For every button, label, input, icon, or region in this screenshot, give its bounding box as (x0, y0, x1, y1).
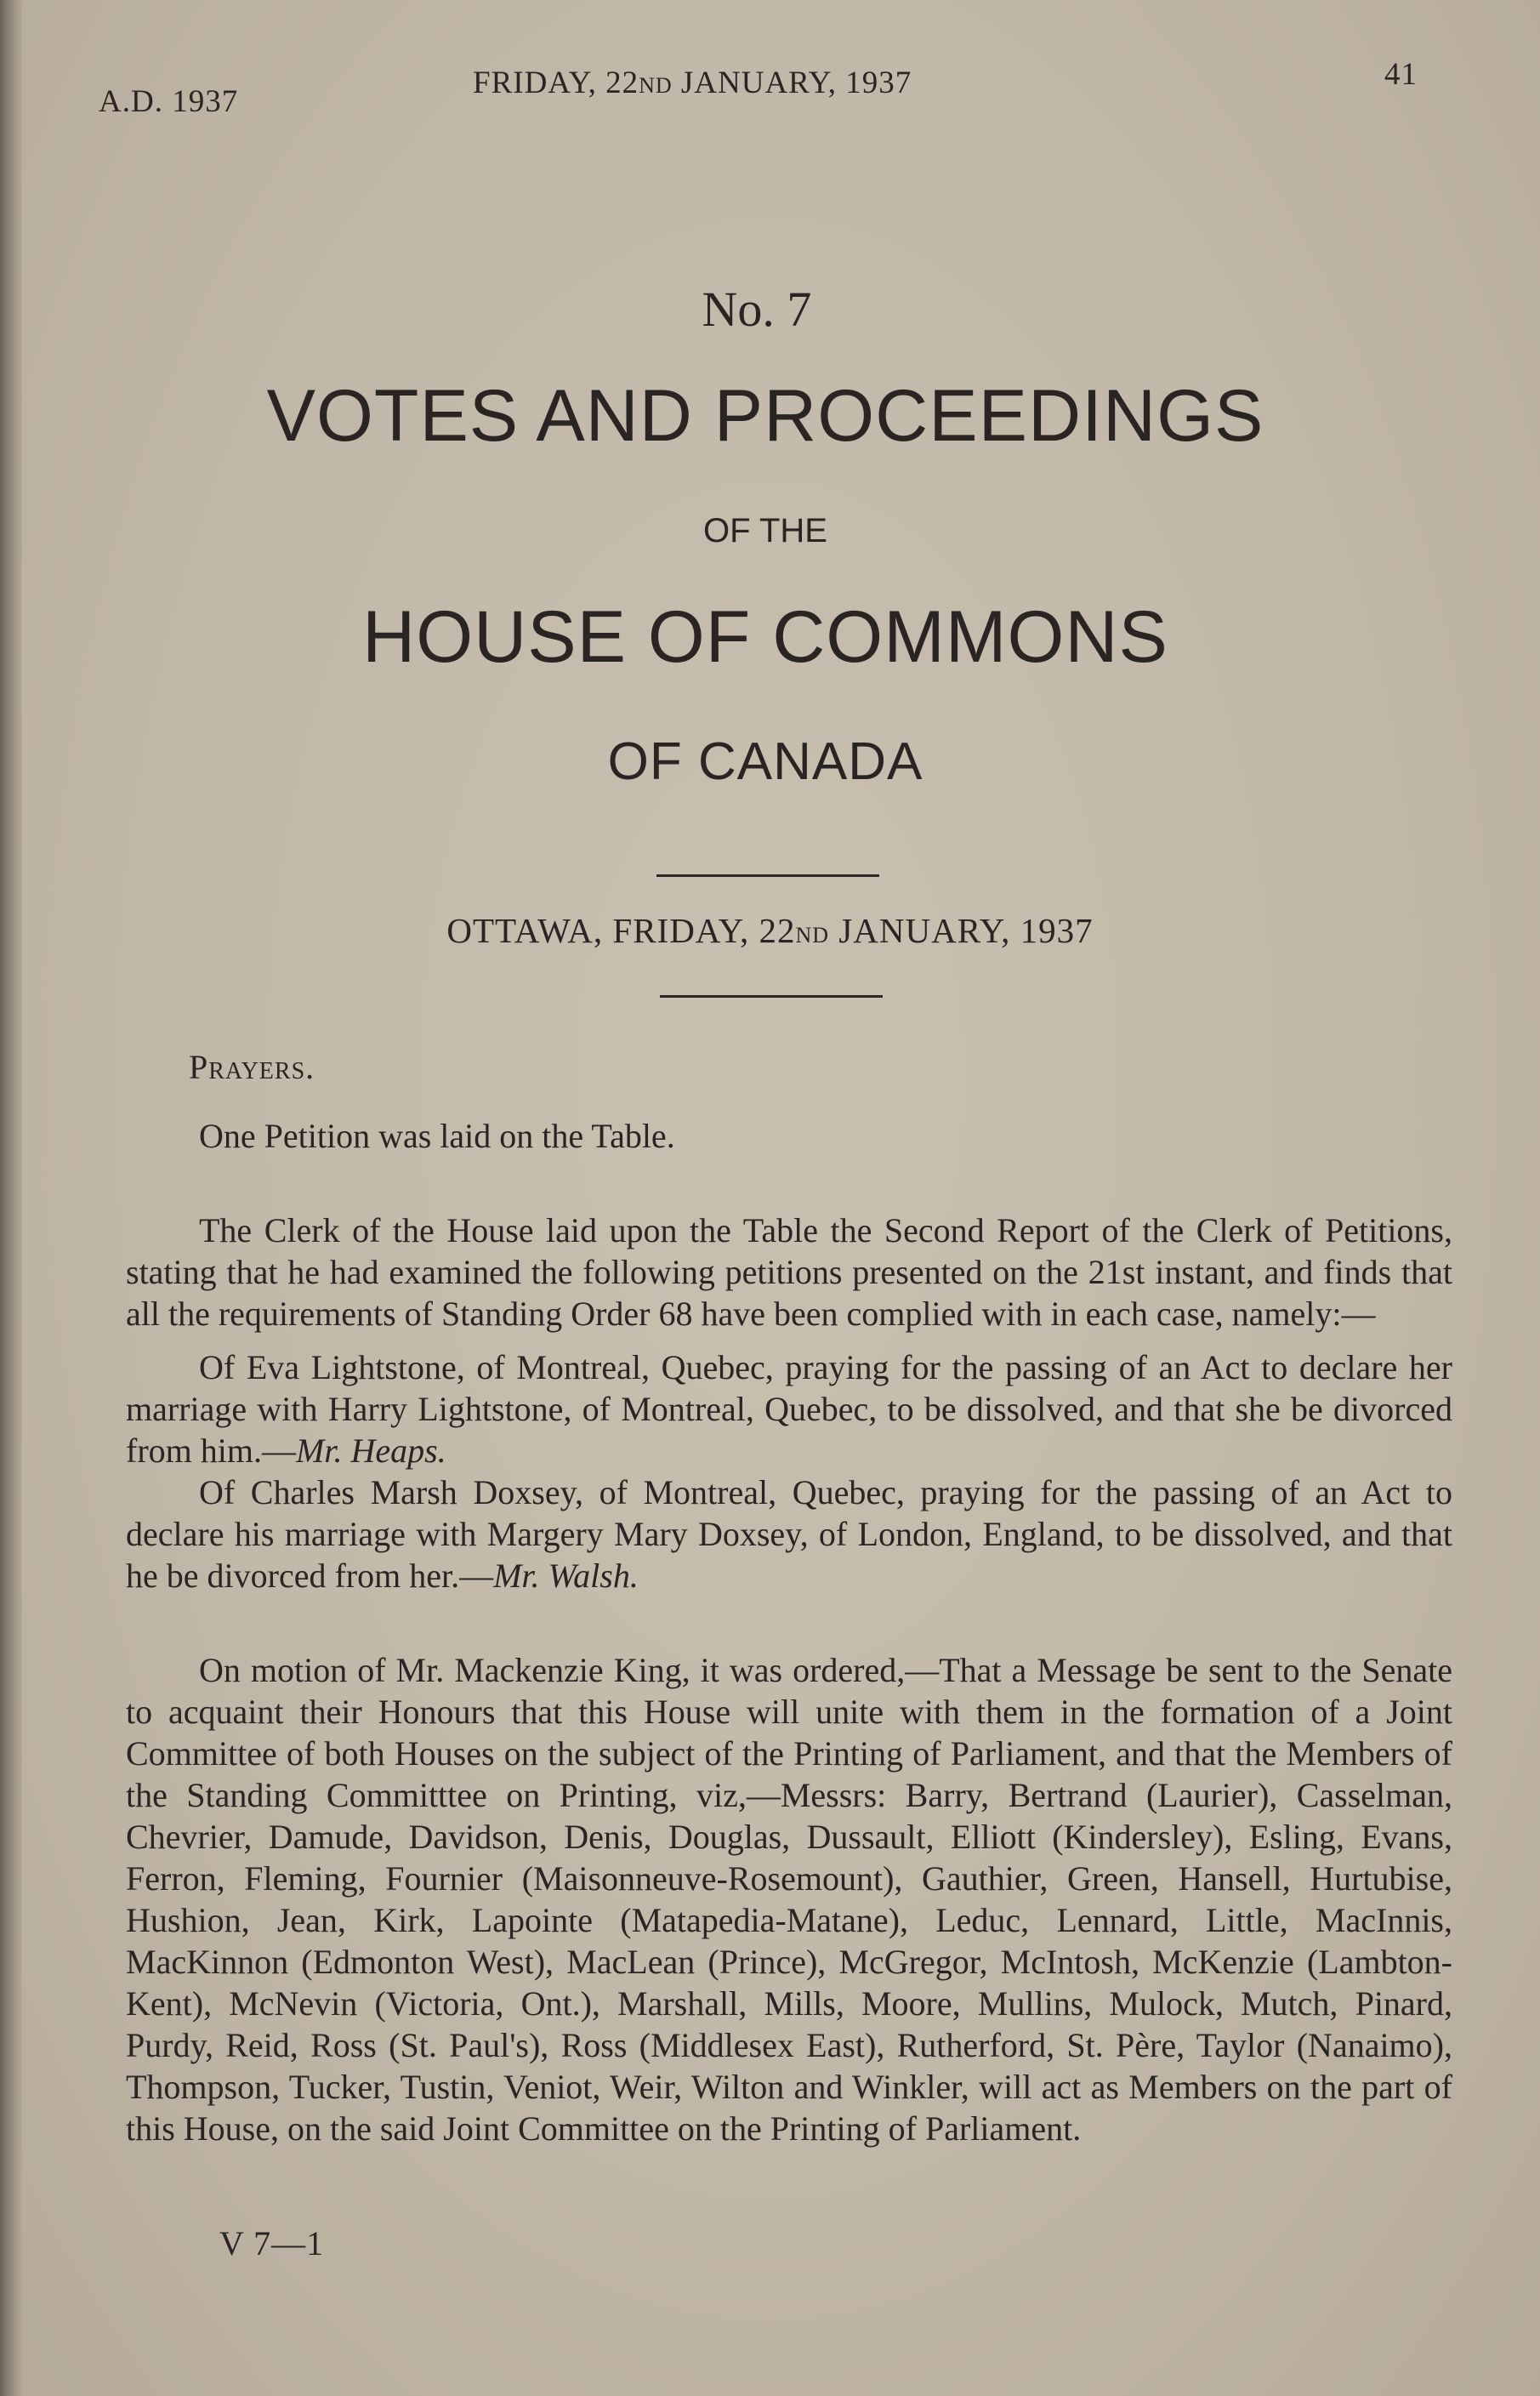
motion-paragraph: On motion of Mr. Mackenzie King, it was ordered,—That a Message be sent to the Senate to acquaint their Honours that this House will unite with them in the formation of a Joint Committee of both Houses on the subject of the Printing of Parliament, and that the Members of the Standing Committtee on Printing, viz,—Messrs: Barry, Bertrand (Laurier), Casselman, Chevrier, Damude, Davidson, Denis, Douglas, Dussault, Elliott (Kindersley), Esling, Evans, Ferron, Fleming, Fournier (Maisonneuve-Rosemount), Gauthier, Green, Hansell, Hurtubise, Hushion, Jean, Kirk, Lapointe (Matapedia-Matane), Leduc, Lennard, Little, MacInnis, MacKinnon (Edmonton West), MacLean (Prince), McGregor, McIntosh, McKenzie (Lambton-Kent), McNevin (Victoria, Ont.), Marshall, Mills, Moore, Mullins, Mulock, Mutch, Pinard, Purdy, Reid, Ross (St. Paul's), Ross (Middlesex East), Rutherford, St. Père, Taylor (Nanaimo), Thompson, Tucker, Tustin, Veniot, Weir, Wilton and Winkler, will act as Members on the part of this House, on the said Joint Committee on the Printing of Parliament. (126, 1651, 1452, 2148)
book-binding-edge (0, 0, 22, 2396)
petition-1-member: Mr. Heaps. (295, 1431, 446, 1470)
title-house-of-commons: HOUSE OF COMMONS (362, 596, 1168, 678)
title-votes-and-proceedings: VOTES AND PROCEEDINGS (266, 375, 1264, 457)
header-date-ordinal: ND (639, 73, 673, 98)
page-number: 41 (1384, 57, 1418, 92)
petition-paragraph-2 (126, 1471, 1452, 1596)
dateline-pre: OTTAWA, FRIDAY, 22 (446, 911, 796, 950)
petition-paragraph-1 (126, 1346, 1452, 1471)
header-year: A.D. 1937 (99, 84, 239, 119)
petition-1-text: Of Eva Lightstone, of Montreal, Quebec, praying for the passing of an Act to declare her marriage with Harry Lightstone, of Montreal, Quebec, to be dissolved, and that she be divorced from him.— (126, 1348, 1452, 1470)
issue-number: No. 7 (702, 282, 812, 337)
prayers-heading: Prayers. (189, 1048, 315, 1086)
running-header (0, 53, 1540, 121)
header-date (473, 65, 912, 101)
dateline-post: JANUARY, 1937 (829, 911, 1094, 950)
signature-mark: V 7—1 (219, 2224, 325, 2262)
title-of-the: OF THE (703, 512, 827, 549)
petition-2-member: Mr. Walsh. (493, 1557, 639, 1595)
divider-top (656, 874, 879, 877)
dateline (0, 910, 1540, 951)
header-date-post: JANUARY, 1937 (672, 65, 912, 100)
petition-2-text: Of Charles Marsh Doxsey, of Montreal, Quebec, praying for the passing of an Act to declare his marriage with Margery Mary Doxsey, of London, England, to be dissolved, and that he be divorced from her.— (126, 1473, 1452, 1595)
clerk-report-paragraph: The Clerk of the House laid upon the Table the Second Report of the Clerk of Petitions, stating that he had examined the following petitions presented on the 21st instant, and finds that all the requirements of Standing Order 68 have been complied with in each case, namely:— (126, 1211, 1452, 1333)
petition-laid-paragraph: One Petition was laid on the Table. (199, 1117, 675, 1155)
header-date-pre: FRIDAY, 22 (473, 65, 639, 100)
title-of-canada: OF CANADA (607, 732, 923, 791)
proceedings-body (126, 1046, 1452, 2149)
dateline-ordinal: ND (795, 923, 830, 948)
divider-bottom (660, 995, 883, 998)
